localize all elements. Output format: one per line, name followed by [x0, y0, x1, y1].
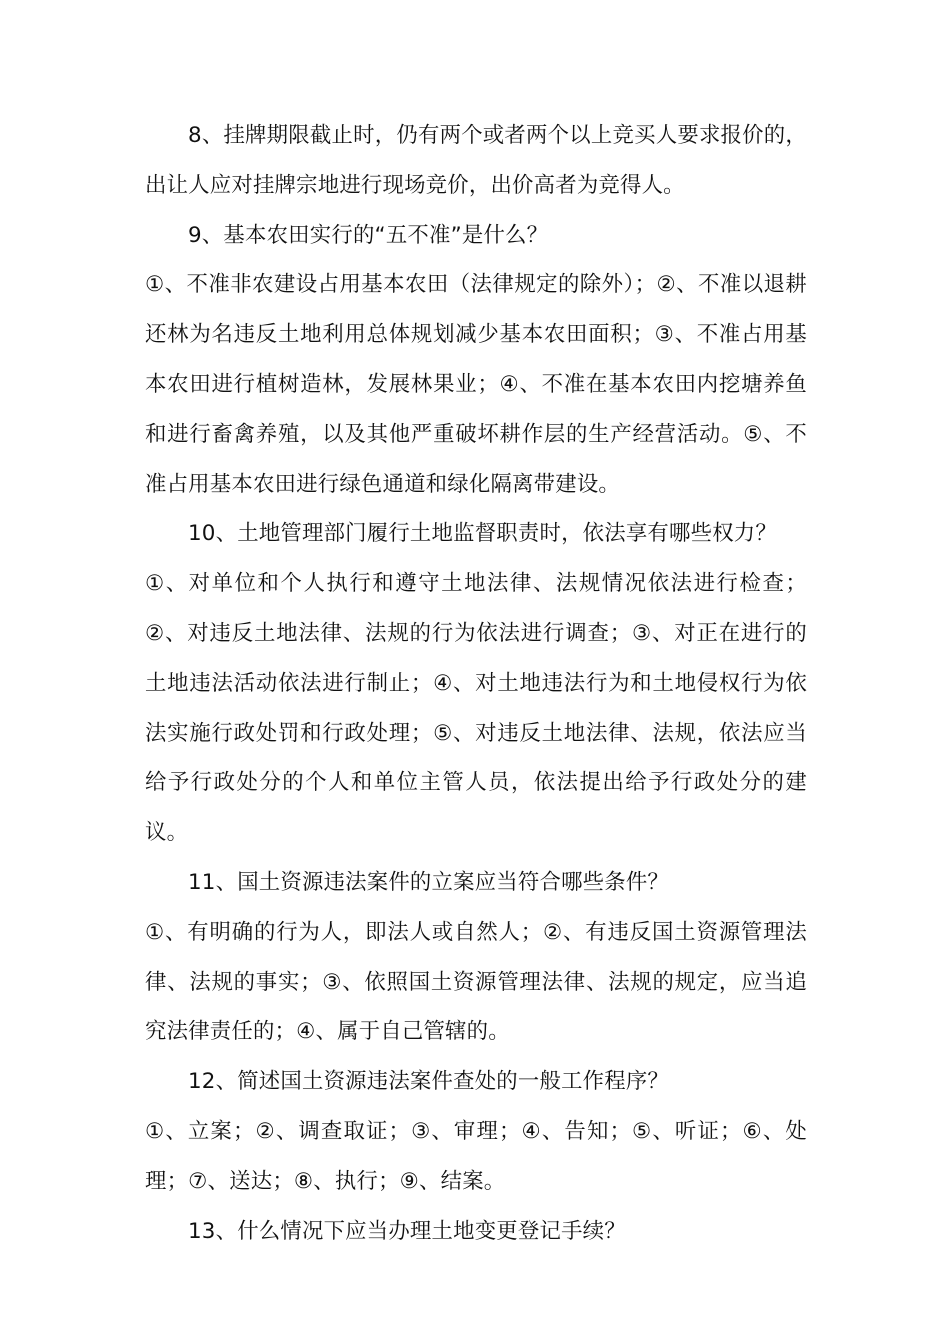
- question-11: 11、国土资源违法案件的立案应当符合哪些条件？: [188, 869, 670, 895]
- answer-11: ①、有明确的行为人，即法人或自然人；②、有违反国土资源管理法律、法规的事实；③、依照国土资源管理法律、法规的规定，应当追究法律责任的；④、属于自己管辖的。: [145, 919, 807, 1045]
- question-10: 10、土地管理部门履行土地监督职责时，依法享有哪些权力？: [188, 521, 777, 547]
- document-page: [145, 111, 807, 1256]
- question-13: 13、什么情况下应当办理土地变更登记手续？: [188, 1218, 626, 1244]
- answer-12: ①、立案；②、调查取证；③、审理；④、告知；⑤、听证；⑥、处理；⑦、送达；⑧、执行；⑨、结案。: [145, 1118, 807, 1194]
- question-12: 12、简述国土资源违法案件查处的一般工作程序？: [188, 1069, 670, 1095]
- answer-10: ①、对单位和个人执行和遵守土地法律、法规情况依法进行检查；②、对违反土地法律、法规的行为依法进行调查；③、对正在进行的土地违法活动依法进行制止；④、对土地违法行为和土地侵权行为依法实施行政处罚和行政处理；⑤、对违反土地法律、法规，依法应当给予行政处分的个人和单位主管人员，依法提出给予行政处分的建议。: [145, 571, 807, 846]
- question-9: 9、基本农田实行的“五不准”是什么？: [188, 222, 549, 248]
- paragraph-item-8: 8、挂牌期限截止时，仍有两个或者两个以上竞买人要求报价的，出让人应对挂牌宗地进行现场竞价，出价高者为竞得人。: [145, 123, 807, 198]
- answer-9: ①、不准非农建设占用基本农田（法律规定的除外）；②、不准以退耕还林为名违反土地利用总体规划减少基本农田面积；③、不准占用基本农田进行植树造林，发展林果业；④、不准在基本农田内挖塘养鱼和进行畜禽养殖，以及其他严重破坏耕作层的生产经营活动。⑤、不准占用基本农田进行绿色通道和绿化隔离带建设。: [145, 272, 807, 497]
